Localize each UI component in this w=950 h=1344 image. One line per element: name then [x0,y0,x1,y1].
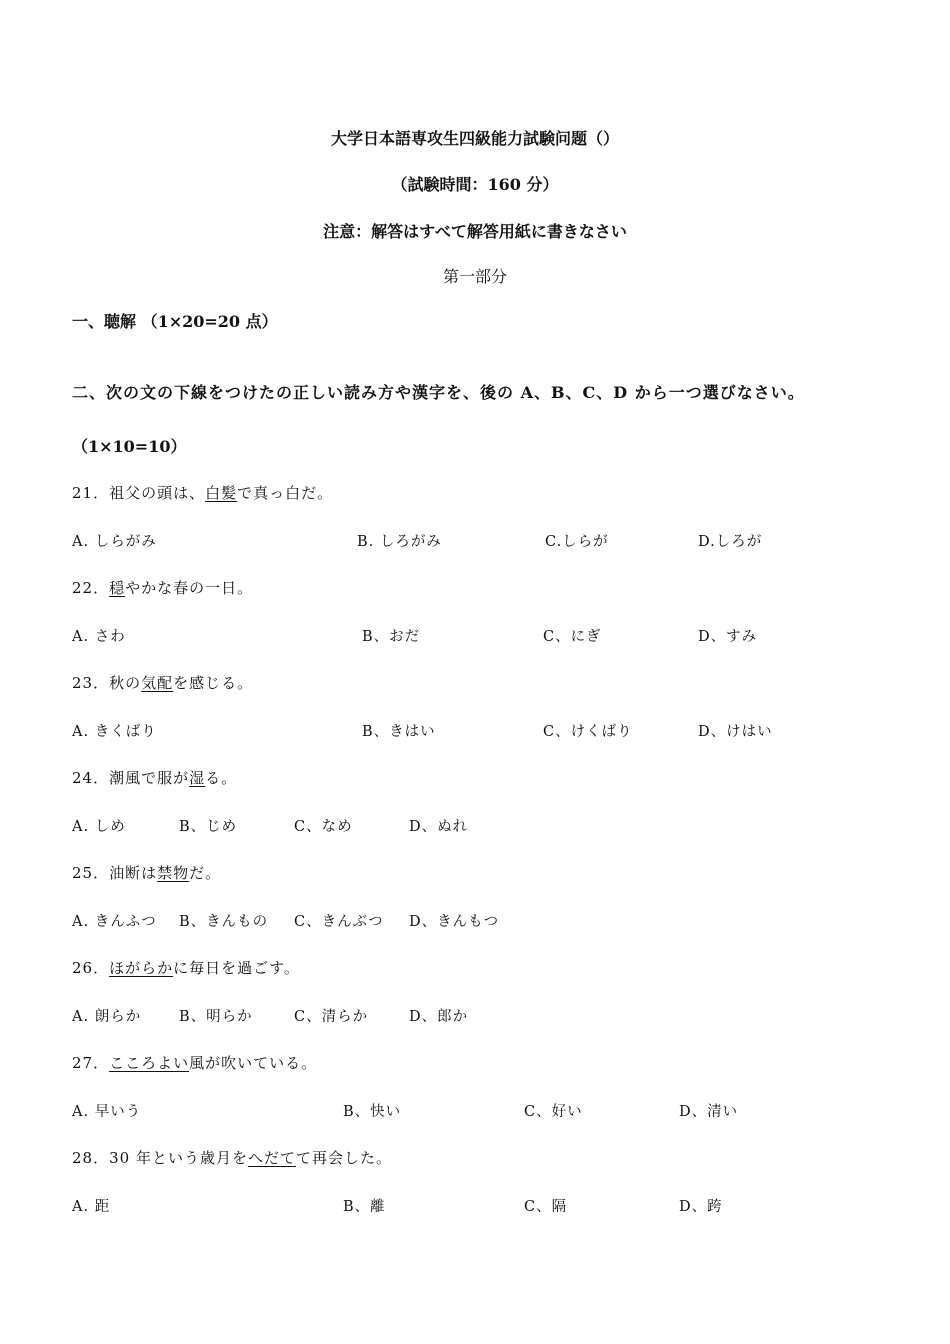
question-28 [72,1147,392,1168]
question-underlined-word: 白髪 [205,484,238,502]
question-text-before: 潮風で服が [109,769,190,787]
question-number: 22． [72,579,110,597]
option-24-d: D、ぬれ [409,819,469,835]
option-24-b: B、じめ [179,819,238,835]
question-text-before: 30 年という歳月を [109,1149,248,1167]
option-22-d: D、すみ [698,629,758,645]
question-underlined-word: ほがらか [109,959,174,977]
option-21-d: D.しろが [698,534,763,550]
option-21-b: B. しろがみ [357,534,442,550]
question-22 [72,577,253,598]
question-26 [72,957,300,978]
question-text-after: を感じる。 [173,674,254,692]
question-number: 24． [72,769,110,787]
question-text-after: に毎日を過ごす。 [173,959,300,977]
option-21-a: A. しらがみ [72,534,157,550]
question-underlined-word: 穏 [109,579,126,597]
question-text-before: 油断は [109,864,158,882]
exam-notice: 注意：解答はすべて解答用紙に書きなさい [323,222,627,241]
option-21-c: C.しらが [545,534,609,550]
option-25-a: A. きんふつ [72,914,157,930]
question-number: 21． [72,484,110,502]
option-28-a: A. 距 [72,1199,111,1215]
option-22-b: B、おだ [362,629,421,645]
part-heading: 第一部分 [442,267,507,286]
option-26-b: B、明らか [179,1009,253,1025]
option-26-c: C、清らか [294,1009,369,1025]
option-25-c: C、きんぶつ [294,914,384,930]
question-number: 23． [72,674,110,692]
question-underlined-word: 禁物 [157,864,190,882]
question-underlined-word: へだて [247,1149,296,1167]
question-underlined-word: 湿 [189,769,206,787]
question-number: 28． [72,1149,110,1167]
option-22-a: A. さわ [72,629,126,645]
option-24-a: A. しめ [72,819,126,835]
question-text-after: て再会した。 [295,1149,392,1167]
question-text-after: で真っ白だ。 [237,484,334,502]
option-23-d: D、けはい [698,724,773,740]
question-underlined-word: 気配 [141,674,174,692]
question-number: 26． [72,959,110,977]
section-reading-heading: 二、次の文の下線をつけたの正しい読み方や漢字を、後の A、B、C、D から一つ選びなさい。 [72,383,805,402]
option-25-b: B、きんもの [179,914,269,930]
option-27-c: C、好い [524,1104,583,1120]
option-28-d: D、跨 [679,1199,723,1215]
option-23-c: C、けくばり [543,724,633,740]
question-text-after: 風が吹いている。 [189,1054,318,1072]
option-28-b: B、離 [343,1199,386,1215]
option-27-b: B、快い [343,1104,402,1120]
question-text-after: やかな春の一日。 [125,579,254,597]
option-27-d: D、清い [679,1104,739,1120]
option-22-c: C、にぎ [543,629,602,645]
option-28-c: C、隔 [524,1199,568,1215]
option-27-a: A. 早いう [72,1104,142,1120]
question-number: 27． [72,1054,110,1072]
question-21 [72,482,333,503]
question-27 [72,1052,317,1073]
option-24-c: C、なめ [294,819,353,835]
question-text-before: 祖父の頭は、 [109,484,206,502]
question-text-after: だ。 [189,864,222,882]
exam-time: （試験時間：160 分） [391,175,559,194]
section-listening-heading: 一、聴解 （1×20=20 点） [72,312,278,331]
option-26-a: A. 朗らか [72,1009,142,1025]
question-number: 25． [72,864,110,882]
exam-title: 大学日本語専攻生四級能力試験问题（） [330,129,619,148]
option-25-d: D、きんもつ [409,914,500,930]
question-25 [72,862,221,883]
question-text-before: 秋の [109,674,142,692]
section-reading-score: （1×10=10） [72,437,187,456]
option-23-a: A. きくばり [72,724,157,740]
question-underlined-word: こころよい [109,1054,190,1072]
option-23-b: B、きはい [362,724,436,740]
question-23 [72,672,253,693]
option-26-d: D、郎か [409,1009,469,1025]
question-text-after: る。 [205,769,238,787]
question-24 [72,767,237,788]
